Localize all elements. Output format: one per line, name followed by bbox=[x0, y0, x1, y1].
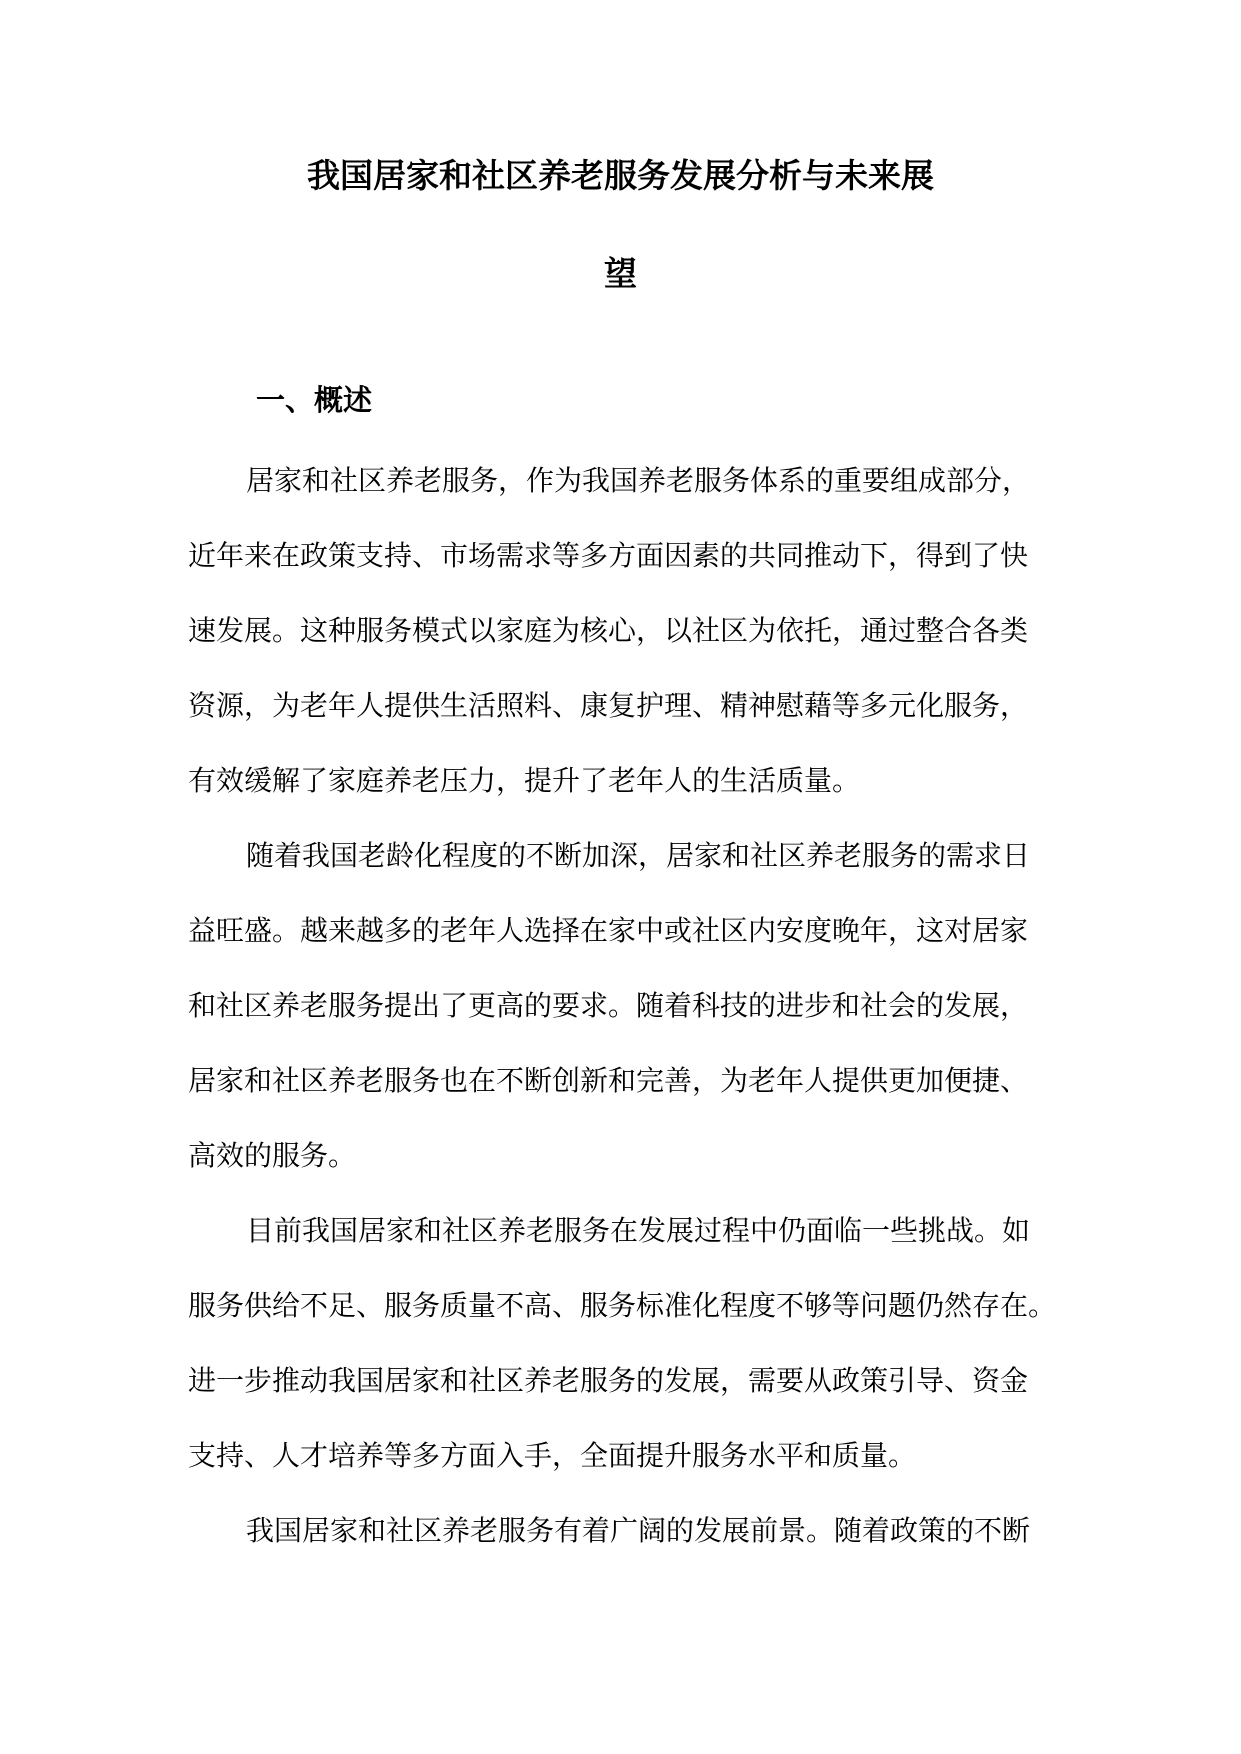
paragraph-2-line-4: 居家和社区养老服务也在不断创新和完善，为老年人提供更加便捷、 bbox=[188, 1064, 1029, 1097]
paragraph-3-line-3: 进一步推动我国居家和社区养老服务的发展，需要从政策引导、资金 bbox=[188, 1364, 1029, 1397]
document-title-line-2: 望 bbox=[604, 254, 637, 293]
paragraph-1-line-3: 速发展。这种服务模式以家庭为核心，以社区为依托，通过整合各类 bbox=[188, 614, 1029, 647]
paragraph-1-line-1: 居家和社区养老服务，作为我国养老服务体系的重要组成部分， bbox=[246, 464, 1031, 497]
paragraph-2-line-3: 和社区养老服务提出了更高的要求。随着科技的进步和社会的发展， bbox=[188, 989, 1029, 1022]
paragraph-4-line-1: 我国居家和社区养老服务有着广阔的发展前景。随着政策的不断 bbox=[246, 1514, 1031, 1547]
paragraph-3-line-1: 目前我国居家和社区养老服务在发展过程中仍面临一些挑战。如 bbox=[246, 1214, 1031, 1247]
paragraph-2-line-5: 高效的服务。 bbox=[188, 1139, 357, 1172]
paragraph-2-line-2: 益旺盛。越来越多的老年人选择在家中或社区内安度晚年，这对居家 bbox=[188, 914, 1029, 947]
section-heading: 一、概述 bbox=[256, 383, 373, 417]
paragraph-1-line-2: 近年来在政策支持、市场需求等多方面因素的共同推动下，得到了快 bbox=[188, 539, 1029, 572]
paragraph-3-line-2: 服务供给不足、服务质量不高、服务标准化程度不够等问题仍然存在。 bbox=[188, 1289, 1057, 1322]
paragraph-3-line-4: 支持、人才培养等多方面入手，全面提升服务水平和质量。 bbox=[188, 1439, 917, 1472]
paragraph-1-line-4: 资源，为老年人提供生活照料、康复护理、精神慰藉等多元化服务， bbox=[188, 689, 1029, 722]
document-title-line-1: 我国居家和社区养老服务发展分析与未来展 bbox=[307, 156, 934, 195]
paragraph-1-line-5: 有效缓解了家庭养老压力，提升了老年人的生活质量。 bbox=[188, 764, 861, 797]
paragraph-2-line-1: 随着我国老龄化程度的不断加深，居家和社区养老服务的需求日 bbox=[246, 839, 1031, 872]
